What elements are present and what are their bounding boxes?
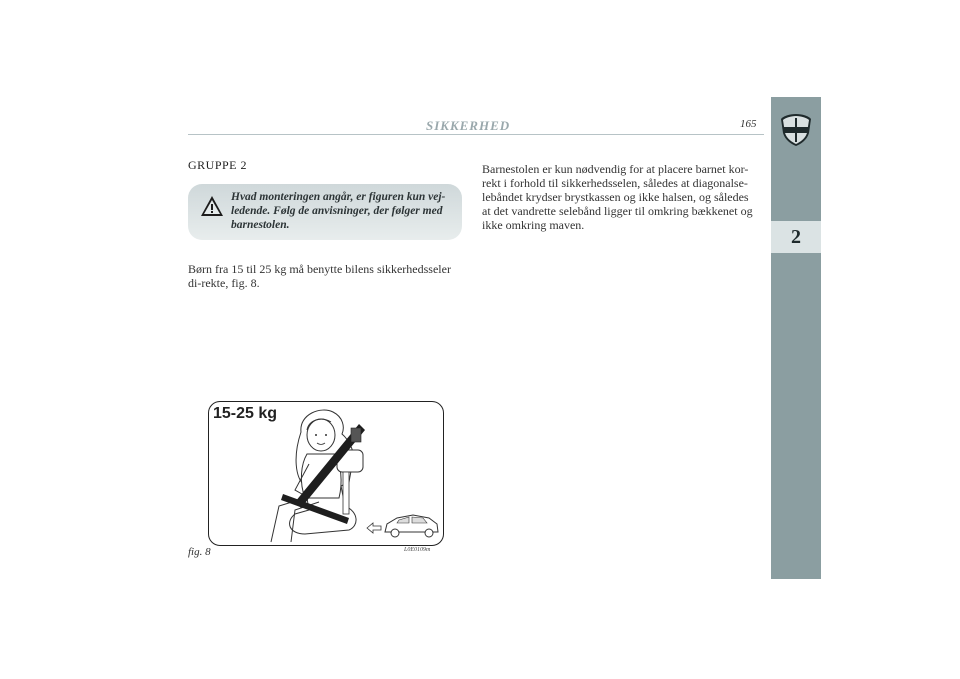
left-paragraph: Børn fra 15 til 25 kg må benytte bilens sikkerhedsseler di-rekte, fig. 8. xyxy=(188,262,451,290)
figure-weight-label: 15-25 kg xyxy=(213,405,278,422)
lancia-shield-icon xyxy=(780,113,812,147)
right-paragraph: Barnestolen er kun nødvendig for at placere barnet kor-rekt i forhold til sikkerhedsselen, således at diagonalse-lebåndet krydser brystkassen og ikke halsen, og således at det vandrette selebånd ligger til omkring bækkenet og ikke omkring maven. xyxy=(482,162,753,232)
header-divider xyxy=(188,134,764,135)
figure-caption: fig. 8 xyxy=(188,546,211,558)
child-seatbelt-illustration xyxy=(209,402,443,545)
warning-triangle-icon xyxy=(200,195,224,217)
section-heading: GRUPPE 2 xyxy=(188,158,248,172)
figure-code: L0E0109m xyxy=(404,547,431,553)
warning-box xyxy=(188,184,462,240)
section-title: SIKKERHED xyxy=(426,118,511,133)
chapter-tab[interactable]: 2 xyxy=(771,221,821,253)
chapter-sidebar xyxy=(771,97,821,579)
page-number: 165 xyxy=(740,118,757,130)
warning-text: Hvad monteringen angår, er figuren kun vej-ledende. Følg de anvisninger, der følger med barnestolen. xyxy=(231,191,446,231)
figure-8 xyxy=(208,401,444,546)
